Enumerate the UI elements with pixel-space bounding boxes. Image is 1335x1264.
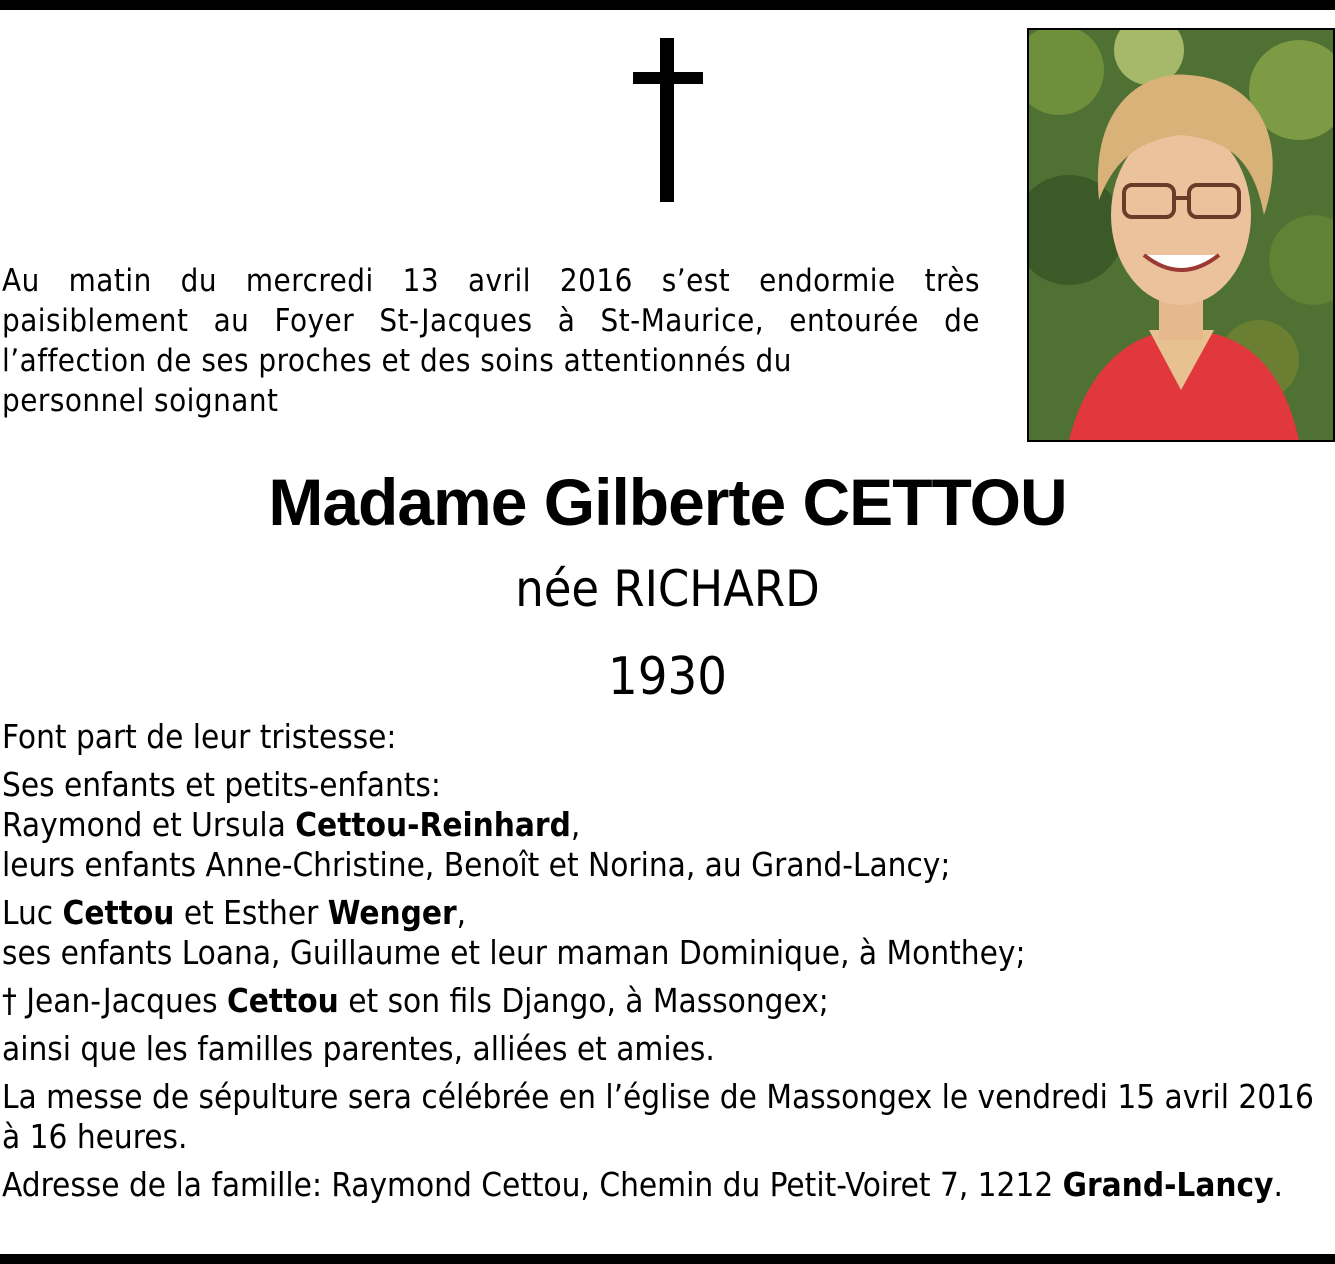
family-heading: Ses enfants et petits-enfants:	[2, 765, 441, 804]
family-line-raymond: Raymond et Ursula Cettou-Reinhard,	[2, 805, 581, 844]
family-block-luc	[2, 893, 1335, 973]
mass-line-1: La messe de sépulture sera célébrée en l’église de Massongex le vendredi 15 avril 2016	[2, 1077, 1314, 1116]
mass-line-2: à 16 heures.	[2, 1117, 188, 1156]
cross-icon	[633, 38, 703, 202]
family-line-jean-jacques: † Jean-Jacques Cettou et son fils Django, à Massongex;	[2, 981, 829, 1020]
obituary-body	[2, 717, 1335, 1205]
address-line: Adresse de la famille: Raymond Cettou, Chemin du Petit-Voiret 7, 1212 Grand-Lancy.	[2, 1165, 1283, 1204]
intro-last-line: personnel soignant	[2, 383, 279, 419]
relatives-line: ainsi que les familles parentes, alliées et amies.	[2, 1029, 715, 1068]
portrait-photo	[1027, 28, 1335, 442]
bottom-rule	[0, 1254, 1335, 1264]
family-line-luc: Luc Cettou et Esther Wenger,	[2, 893, 467, 932]
family-line-luc-children: ses enfants Loana, Guillaume et leur maman Dominique, à Monthey;	[2, 933, 1026, 972]
family-block	[2, 765, 1335, 885]
announcement-line: Font part de leur tristesse:	[2, 717, 397, 756]
family-line-raymond-children: leurs enfants Anne-Christine, Benoît et Norina, au Grand-Lancy;	[2, 845, 951, 884]
maiden-name: née RICHARD	[515, 560, 820, 618]
top-rule	[0, 0, 1335, 10]
mass-block	[2, 1077, 1335, 1157]
intro-text: Au matin du mercredi 13 avril 2016 s’est endormie très paisiblement au Foyer St-Jacques à St-Maurice, entourée de l’affection de ses proches et des soins attentionnés du personnel soignant	[2, 263, 980, 419]
birth-year: 1930	[607, 647, 728, 707]
deceased-name: Madame Gilberte CETTOU	[268, 465, 1067, 539]
